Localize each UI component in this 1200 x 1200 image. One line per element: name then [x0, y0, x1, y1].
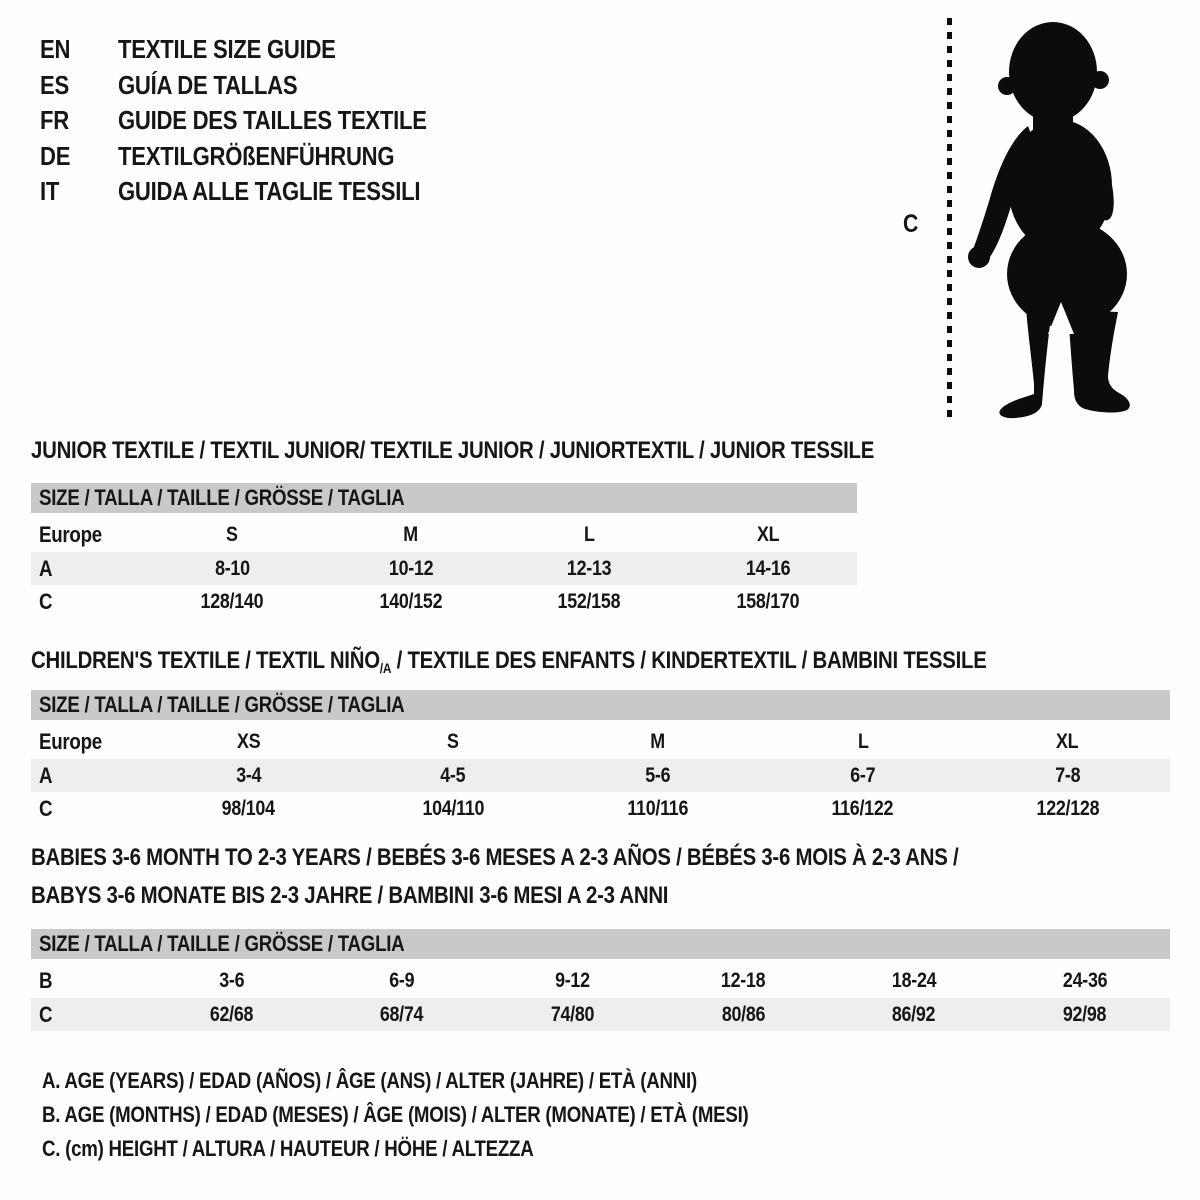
language-row-de: [40, 139, 481, 175]
height-value: 110/116: [627, 796, 689, 820]
children-section-title-text: CHILDREN'S TEXTILE / TEXTIL $NIÑO_{/A}$ / TEXTILE DES ENFANTS / KINDERTEXTIL / BAMBINI TESSILE: [31, 647, 987, 676]
months-value: 24-36: [1062, 968, 1107, 992]
language-title-list: [40, 32, 481, 210]
children-size-table: [31, 690, 1170, 825]
toddler-silhouette-icon: [960, 16, 1136, 420]
language-row-es: [40, 68, 481, 104]
page-title-fr: GUIDE DES TAILLES TEXTILE: [118, 105, 427, 136]
row-label: C: [39, 588, 53, 614]
babies-size-table: [31, 929, 1170, 1031]
language-row-en: [40, 32, 481, 68]
nino-a-subscript: /A: [379, 660, 392, 676]
age-value: 5-6: [645, 763, 671, 787]
size-value: XS: [236, 729, 261, 753]
size-value: M: [403, 522, 419, 546]
legend-line-a: [42, 1068, 813, 1094]
height-value: 98/104: [221, 796, 275, 820]
junior-section-title-text: JUNIOR TEXTILE / TEXTIL JUNIOR/ TEXTILE JUNIOR / JUNIORTEXTIL / JUNIOR TESSILE: [31, 437, 875, 464]
height-value: 80/86: [721, 1002, 766, 1026]
language-code: ES: [40, 69, 69, 100]
size-value: S: [226, 522, 239, 546]
height-value: 92/98: [1062, 1002, 1107, 1026]
page-title-es: GUÍA DE TALLAS: [118, 69, 298, 100]
page-title-en: TEXTILE SIZE GUIDE: [118, 34, 336, 65]
height-value: 116/122: [831, 796, 894, 820]
height-value: 68/74: [380, 1002, 424, 1026]
babies-section-title-line2: [31, 883, 781, 909]
legend-line-c: [42, 1136, 620, 1162]
row-label: A: [39, 762, 53, 788]
size-header-label: SIZE / TALLA / TAILLE / GRÖSSE / TAGLIA: [39, 485, 405, 510]
age-value: 7-8: [1055, 763, 1081, 787]
table-row-height: [31, 585, 857, 618]
months-value: 18-24: [891, 968, 937, 992]
page-title-de: TEXTILGRÖßENFÜHRUNG: [118, 140, 395, 171]
age-value: 10-12: [388, 556, 433, 580]
height-value: 62/68: [209, 1002, 254, 1026]
table-row-age: [31, 759, 1170, 792]
age-value: 6-7: [850, 763, 876, 787]
language-row-it: [40, 174, 481, 210]
months-value: 6-9: [389, 968, 415, 992]
table-row-europe: [31, 517, 857, 552]
page-title-it: GUIDA ALLE TAGLIE TESSILI: [118, 176, 421, 207]
table-row-months: [31, 963, 1170, 998]
age-value: 12-13: [567, 556, 612, 580]
size-header-label: SIZE / TALLA / TAILLE / GRÖSSE / TAGLIA: [39, 931, 405, 956]
table-row-height: [31, 998, 1170, 1031]
height-measure-dashed-line: [947, 18, 952, 418]
months-value: 9-12: [555, 968, 591, 992]
height-measure-label: C: [903, 210, 919, 238]
table-row-europe: [31, 724, 1170, 759]
row-label: A: [39, 555, 53, 581]
height-value: 74/80: [550, 1002, 595, 1026]
height-value: 122/128: [1036, 796, 1099, 820]
size-value: L: [857, 729, 869, 753]
language-code: EN: [40, 34, 71, 65]
height-value: 128/140: [200, 589, 264, 613]
height-value: 152/158: [557, 589, 621, 613]
language-code: FR: [40, 105, 69, 136]
age-value: 3-4: [235, 763, 261, 787]
row-label: Europe: [39, 728, 102, 754]
legend-age-months: B. AGE (MONTHS) / EDAD (MESES) / ÂGE (MOIS) / ALTER (MONATE) / ETÀ (MESI): [42, 1102, 749, 1127]
legend-line-b: [42, 1102, 873, 1128]
row-label: C: [39, 795, 53, 821]
age-value: 8-10: [214, 556, 250, 580]
row-label: C: [39, 1001, 53, 1027]
size-value: L: [583, 522, 595, 546]
age-value: 14-16: [745, 556, 790, 580]
babies-section-title-text2: BABYS 3-6 MONATE BIS 2-3 JAHRE / BAMBINI 3-6 MESI A 2-3 ANNI: [31, 882, 669, 909]
table-row-age: [31, 552, 857, 585]
size-value: S: [447, 729, 460, 753]
size-value: XL: [1056, 729, 1079, 753]
row-label: B: [39, 967, 53, 993]
size-value: XL: [756, 522, 779, 546]
row-label: Europe: [39, 521, 102, 547]
junior-section-title: [31, 438, 1023, 464]
months-value: 12-18: [721, 968, 766, 992]
legend-height-cm: C. (cm) HEIGHT / ALTURA / HAUTEUR / HÖHE / ALTEZZA: [42, 1136, 534, 1161]
babies-section-title-text1: BABIES 3-6 MONTH TO 2-3 YEARS / BEBÉS 3-6 MESES A 2-3 AÑOS / BÉBÉS 3-6 MOIS À 2-3 ANS /: [31, 844, 959, 871]
height-value: 104/110: [422, 796, 485, 820]
legend-age-years: A. AGE (YEARS) / EDAD (AÑOS) / ÂGE (ANS) / ALTER (JAHRE) / ETÀ (ANNI): [42, 1068, 697, 1093]
height-value: 158/170: [736, 589, 800, 613]
language-row-fr: [40, 103, 481, 139]
height-value: 86/92: [892, 1002, 936, 1026]
language-code: DE: [40, 140, 71, 171]
size-header-band: [31, 929, 1170, 959]
junior-size-table: [31, 483, 857, 618]
table-row-height: [31, 792, 1170, 825]
size-header-band: [31, 690, 1170, 720]
babies-section-title-line1: [31, 845, 1122, 871]
size-header-label: SIZE / TALLA / TAILLE / GRÖSSE / TAGLIA: [39, 692, 405, 717]
months-value: 3-6: [218, 968, 244, 992]
age-value: 4-5: [440, 763, 466, 787]
height-value: 140/152: [379, 589, 443, 613]
size-header-band: [31, 483, 857, 513]
language-code: IT: [40, 176, 60, 207]
size-value: M: [650, 729, 666, 753]
children-section-title: [31, 648, 1155, 681]
